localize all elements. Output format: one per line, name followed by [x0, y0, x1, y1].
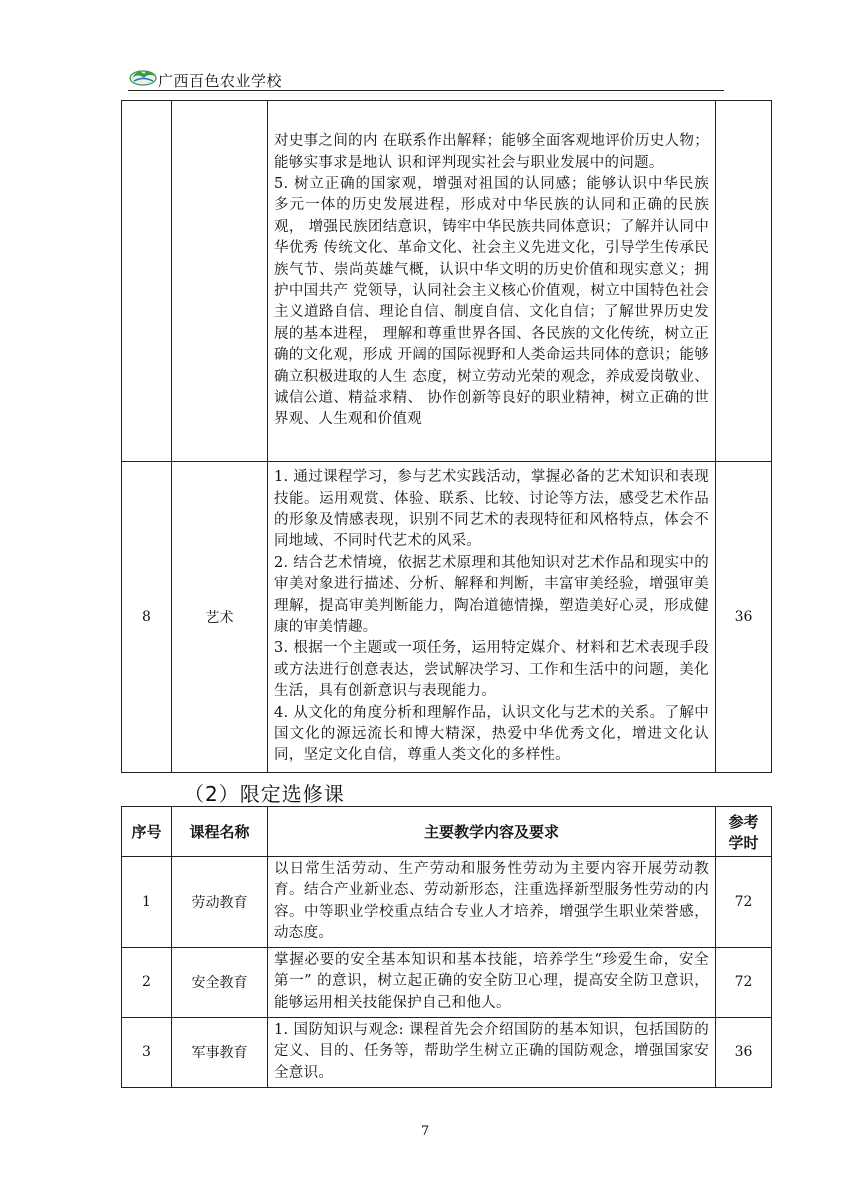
course-name [172, 101, 268, 462]
table-row [122, 462, 772, 773]
course-content [268, 462, 716, 773]
curriculum-table-continued [121, 100, 772, 773]
content-paragraph: 3. 根据一个主题或一项任务，运用特定媒介、材料和艺术表现手段或方法进行创意表达，尝试解决学习、工作和生活中的问题，美化生活，具有创新意识与表现能力。 [274, 640, 709, 700]
course-name: 安全教育 [172, 947, 268, 1017]
school-name: 广西百色农业学校 [158, 72, 283, 90]
content-paragraph: 4. 从文化的角度分析和理解作品，认识文化与艺术的关系。了解中国文化的源远流长和博大精深，热爱中华优秀文化，增进文化认同，坚定文化自信，尊重人类文化的多样性。 [274, 704, 709, 764]
content-paragraph: 掌握必要的安全基本知识和基本技能，培养学生“珍爱生命，安全第一” 的意识，树立起正确的安全防卫心理，提高安全防卫意识，能够运用相关技能保护自己和他人。 [274, 952, 709, 1011]
table-row [122, 101, 772, 462]
header-hours-line1: 参考 [728, 812, 759, 831]
row-number: 8 [122, 462, 172, 773]
header-hours-line2: 学时 [728, 833, 759, 852]
course-name: 艺术 [172, 462, 268, 773]
course-hours [716, 101, 772, 462]
header-divider [128, 90, 724, 91]
course-hours: 72 [716, 947, 772, 1017]
course-name: 军事教育 [172, 1017, 268, 1087]
row-number: 3 [122, 1017, 172, 1087]
header-content: 主要教学内容及要求 [268, 807, 716, 857]
page-number: 7 [420, 1124, 430, 1139]
table-row [122, 1017, 772, 1087]
course-name: 劳动教育 [172, 857, 268, 948]
course-content [268, 101, 716, 462]
table-row [122, 947, 772, 1017]
content-paragraph: 5. 树立正确的国家观，增强对祖国的认同感；能够认识中华民族 多元一体的历史发展进程，形成对中华民族的认同和正确的民族观， 增强民族团结意识，铸牢中华民族共同体意识；了解并认同中华优秀 传统文化、革命文化、社会主义先进文化，引导学生传承民族气节、崇尚英雄气概，认识中华文明的历史价值和现实意义；拥护中国共产 党领导，认同社会主义核心价值观，树立中国特色社会主义道路自信、理论自信、制度自信、文化自信；了解世界历史发展的基本进程， 理解和尊重世界各国、各民族的文化传统，树立正确的文化观，形成 开阔的国际视野和人类命运共同体的意识；能够确立积极进取的人生 态度，树立劳动光荣的观念，养成爱岗敬业、诚信公道、精益求精、 协作创新等良好的职业精神，树立正确的世界观、人生观和价值观 [274, 175, 709, 428]
row-number [122, 101, 172, 462]
content-paragraph: 以日常生活劳动、生产劳动和服务性劳动为主要内容开展劳动教育。结合产业新业态、劳动新形态，注重选择新型服务性劳动的内容。中等职业学校重点结合专业人才培养，增强学生职业荣誉感， 动态度。 [274, 861, 709, 942]
content-paragraph: 1. 国防知识与观念: 课程首先会介绍国防的基本知识，包括国防的定义、目的、任务等，帮助学生树立正确的国防观念，增强国家安全意识。 [274, 1022, 709, 1081]
header-num: 序号 [122, 807, 172, 857]
page-header [128, 60, 724, 92]
header-name: 课程名称 [172, 807, 268, 857]
content-paragraph: 对史事之间的内 在联系作出解释；能够全面客观地评价历史人物；能够实事求是地认 识和评判现实社会与职业发展中的问题。 [274, 133, 709, 171]
content-paragraph: 2. 结合艺术情境，依据艺术原理和其他知识对艺术作品和现实中的审美对象进行描述、分析、解释和判断，丰富审美经验，增强审美理解，提高审美判断能力，陶冶道德情操，塑造美好心灵，形成健康的审美情趣。 [274, 554, 709, 635]
content-paragraph: 1. 通过课程学习，参与艺术实践活动，掌握必备的艺术知识和表现技能。运用观赏、体验、联系、比较、讨论等方法，感受艺术作品的形象及情感表现，识别不同艺术的表现特征和风格特点，体会不同地域、不同时代艺术的风采。 [274, 469, 709, 550]
table-row [122, 857, 772, 948]
row-number: 2 [122, 947, 172, 1017]
section-title: （2）限定选修课 [184, 782, 345, 806]
course-hours: 36 [716, 462, 772, 773]
header-hours [716, 807, 772, 857]
course-hours: 72 [716, 857, 772, 948]
course-content [268, 857, 716, 948]
course-hours: 36 [716, 1017, 772, 1087]
table-header-row [122, 807, 772, 857]
elective-course-table [121, 806, 772, 1088]
row-number: 1 [122, 857, 172, 948]
course-content [268, 947, 716, 1017]
school-logo-icon [128, 62, 158, 88]
course-content [268, 1017, 716, 1087]
